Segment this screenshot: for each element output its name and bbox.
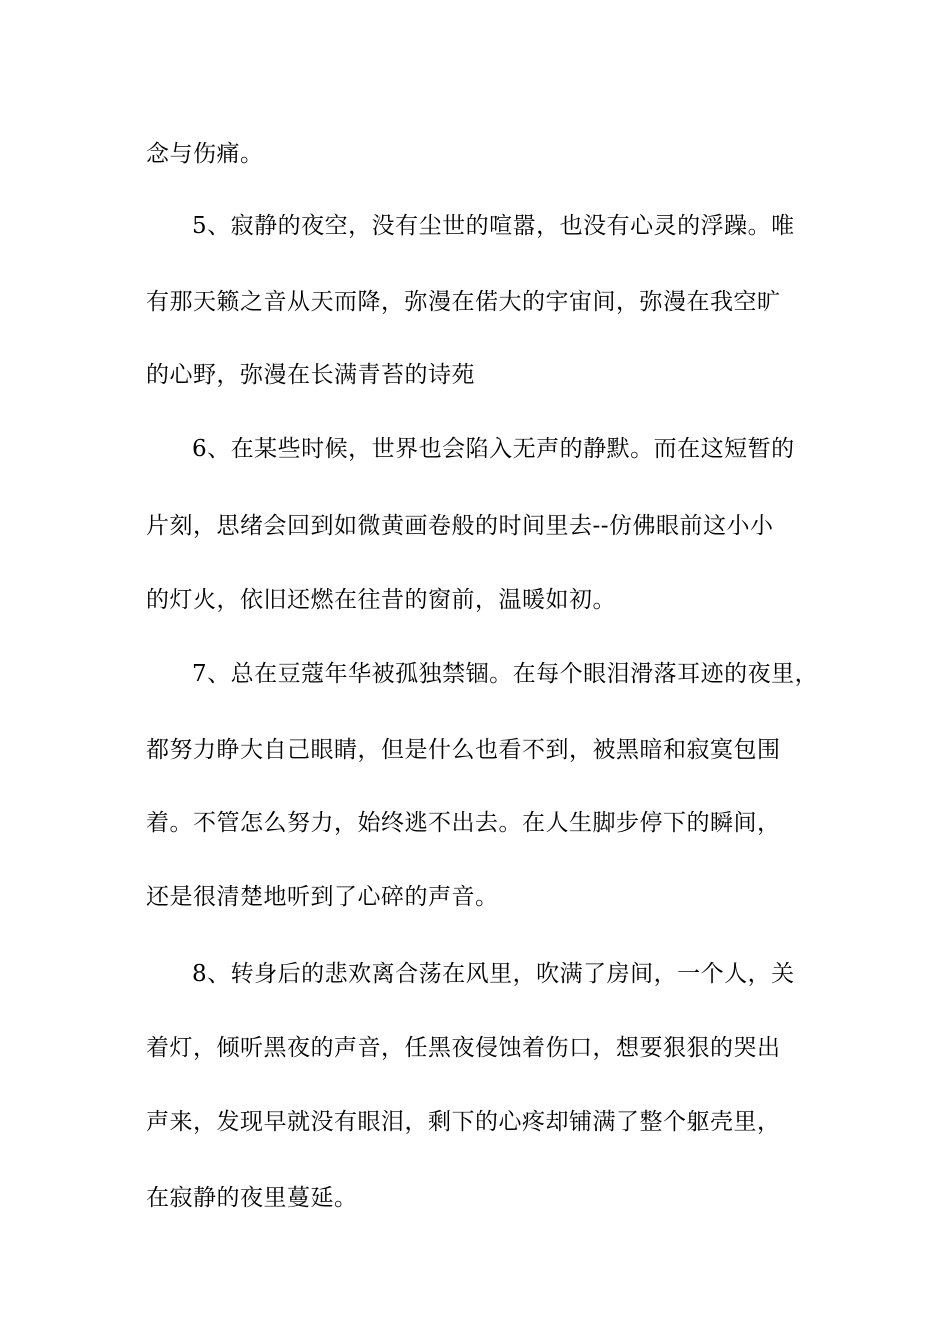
paragraph-7-line: 着。不管怎么努力，始终逃不出去。在人生脚步停下的瞬间， bbox=[146, 810, 781, 836]
paragraph-8-line: 着灯，倾听黑夜的声音，任黑夜侵蚀着伤口，想要狠狠的哭出 bbox=[146, 1035, 781, 1061]
paragraph-6-line: 的灯火，依旧还燃在往昔的窗前，温暖如初。 bbox=[146, 587, 616, 613]
paragraph-7-line: 还是很清楚地听到了心碎的声音。 bbox=[146, 884, 499, 910]
paragraph-7-line: 都努力睁大自己眼睛，但是什么也看不到，被黑暗和寂寞包围 bbox=[146, 737, 781, 763]
paragraph-8-line: 8、转身后的悲欢离合荡在风里，吹满了房间，一个人，关 bbox=[192, 961, 795, 987]
paragraph-5-line: 有那天籁之音从天而降，弥漫在偌大的宇宙间，弥漫在我空旷 bbox=[146, 289, 781, 315]
paragraph-6-line: 6、在某些时候，世界也会陷入无声的静默。而在这短暂的 bbox=[192, 436, 795, 462]
paragraph-8-line: 在寂静的夜里蔓延。 bbox=[146, 1185, 358, 1211]
paragraph-5-line: 5、寂静的夜空，没有尘世的喧嚣，也没有心灵的浮躁。唯 bbox=[192, 213, 795, 239]
paragraph-5-line: 的心野，弥漫在长满青苔的诗苑 bbox=[146, 362, 475, 388]
paragraph-6-line: 片刻，思绪会回到如微黄画卷般的时间里去--仿佛眼前这小小 bbox=[146, 513, 774, 539]
paragraph-7-line: 7、总在豆蔻年华被孤独禁锢。在每个眼泪滑落耳迹的夜里， bbox=[192, 661, 819, 687]
paragraph-8-line: 声来，发现早就没有眼泪，剩下的心疼却铺满了整个躯壳里， bbox=[146, 1109, 781, 1135]
text-line: 念与伤痛。 bbox=[146, 141, 264, 167]
